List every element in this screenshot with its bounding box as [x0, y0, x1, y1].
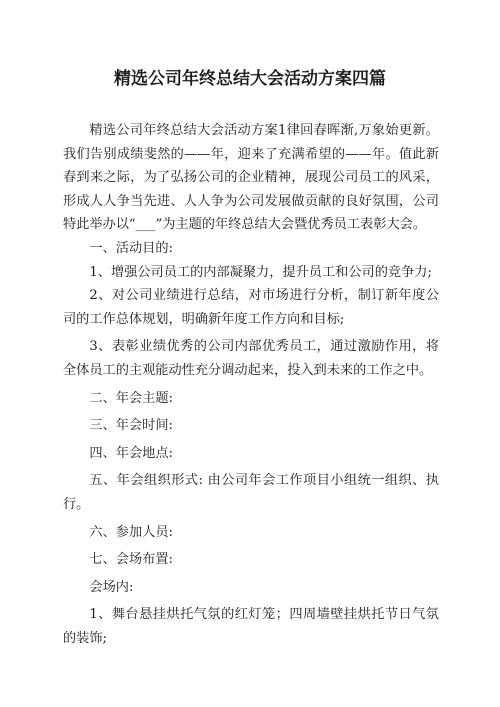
paragraph-section-7: 七、会场布置: — [89, 552, 173, 568]
paragraph-item-1: 1、增强公司员工的内部凝聚力，提升员工和公司的竞争力; — [89, 264, 432, 280]
paragraph-section-1: 一、活动目的: — [89, 240, 173, 256]
paragraph-item-3: 3、表彰业绩优秀的公司内部优秀员工，通过激励作用，将全体员工的主观能动性充分调动起来，投入到未来的工作之中。 — [63, 339, 439, 378]
paragraph-section-4: 四、年会地点: — [89, 445, 173, 461]
document-body — [63, 119, 439, 650]
document-title: 精选公司年终总结大会活动方案四篇 — [114, 69, 386, 89]
paragraph-section-2: 二、年会主题: — [89, 390, 173, 406]
paragraph-item-2: 2、对公司业绩进行总结，对市场进行分析，制订新年度公司的工作总体规划，明确新年度工作方向和目标; — [63, 288, 439, 327]
paragraph-section-3: 三、年会时间: — [89, 418, 173, 434]
paragraph-intro: 精选公司年终总结大会活动方案1律回春晖渐,万象始更新。我们告别成绩斐然的——年，迎来了充满希望的——年。值此新春到来之际，为了弘扬公司的企业精神，展现公司员工的风采，形成人人争当先进、人人争为公司发展做贡献的良好氛围，公司特此举办以“___”为主题的年终总结大会暨优秀员工表彰大会。 — [63, 123, 439, 233]
paragraph-venue-item-1: 1、舞台悬挂烘托气氛的红灯笼；四周墙壁挂烘托节日气氛的装饰; — [63, 607, 439, 646]
paragraph-venue-inside: 会场内: — [89, 579, 134, 595]
paragraph-section-6: 六、参加人员: — [89, 524, 173, 540]
paragraph-section-5: 五、年会组织形式: 由公司年会工作项目小组统一组织、执行。 — [63, 473, 439, 512]
